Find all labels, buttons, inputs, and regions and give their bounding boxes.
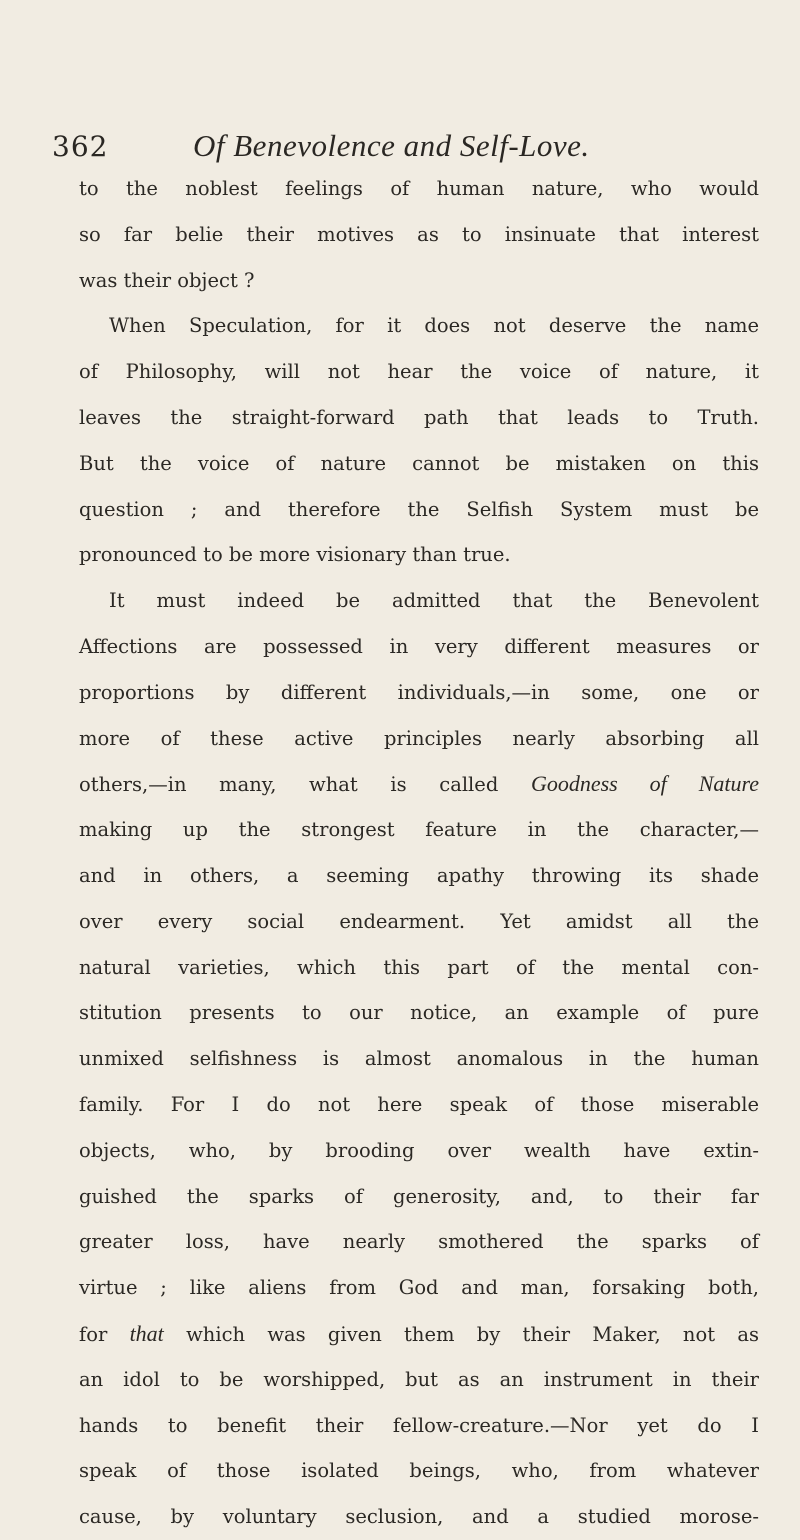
text-line: family. For I do not here speak of those miserable	[79, 1092, 759, 1116]
text-line	[79, 1311, 759, 1357]
text-line	[79, 761, 759, 807]
text-line: an idol to be worshipped, but as an instrument in their	[79, 1367, 759, 1391]
text-line: natural varieties, which this part of the mental con-	[79, 955, 759, 979]
text-run: others,—in many, what is called	[79, 773, 531, 797]
page-number: 362	[52, 130, 109, 163]
italic-phrase: Goodness of Nature	[530, 771, 759, 797]
text-line: cause, by voluntary seclusion, and a studied morose-	[79, 1505, 759, 1529]
text-line: When Speculation, for it does not deserve the name	[109, 314, 759, 338]
text-line: and in others, a seeming apathy throwing its shade	[79, 863, 759, 887]
text-line: objects, who, by brooding over wealth have extin-	[79, 1138, 759, 1162]
italic-word: that	[129, 1320, 164, 1346]
text-line: was their object ?	[79, 268, 255, 292]
text-line: proportions by different individuals,—in some, one or	[79, 680, 759, 704]
text-run: which was given them by their Maker, not as	[163, 1322, 759, 1346]
text-line: over every social endearment. Yet amidst all the	[79, 909, 759, 933]
running-title: Of Benevolence and Self-Love.	[193, 128, 590, 163]
text-line: But the voice of nature cannot be mistaken on this	[79, 451, 759, 475]
text-line: making up the strongest feature in the character,—	[79, 818, 759, 842]
body-text	[79, 166, 759, 1540]
text-line: unmixed selfishness is almost anomalous in the human	[79, 1047, 759, 1071]
running-head	[52, 130, 752, 170]
text-line: question ; and therefore the Selfish System must be	[79, 497, 759, 521]
text-line: more of these active principles nearly absorbing all	[79, 726, 759, 750]
text-line: of Philosophy, will not hear the voice of nature, it	[79, 360, 759, 384]
text-line: stitution presents to our notice, an example of pure	[79, 1001, 759, 1025]
text-line: speak of those isolated beings, who, from whatever	[79, 1459, 759, 1483]
text-line: hands to benefit their fellow-creature.—Nor yet do I	[79, 1413, 759, 1437]
text-run: for	[79, 1322, 130, 1346]
text-line: so far belie their motives as to insinuate that interest	[79, 222, 759, 246]
text-line: greater loss, have nearly smothered the sparks of	[79, 1230, 759, 1254]
text-line: leaves the straight-forward path that leads to Truth.	[79, 405, 759, 429]
text-line: to the noblest feelings of human nature, who would	[79, 177, 759, 200]
text-line: It must indeed be admitted that the Benevolent	[109, 589, 759, 613]
text-line: virtue ; like aliens from God and man, forsaking both,	[79, 1276, 759, 1300]
text-line: pronounced to be more visionary than true.	[79, 543, 511, 567]
text-line: guished the sparks of generosity, and, to their far	[79, 1184, 759, 1208]
text-line: Affections are possessed in very different measures or	[79, 634, 759, 658]
